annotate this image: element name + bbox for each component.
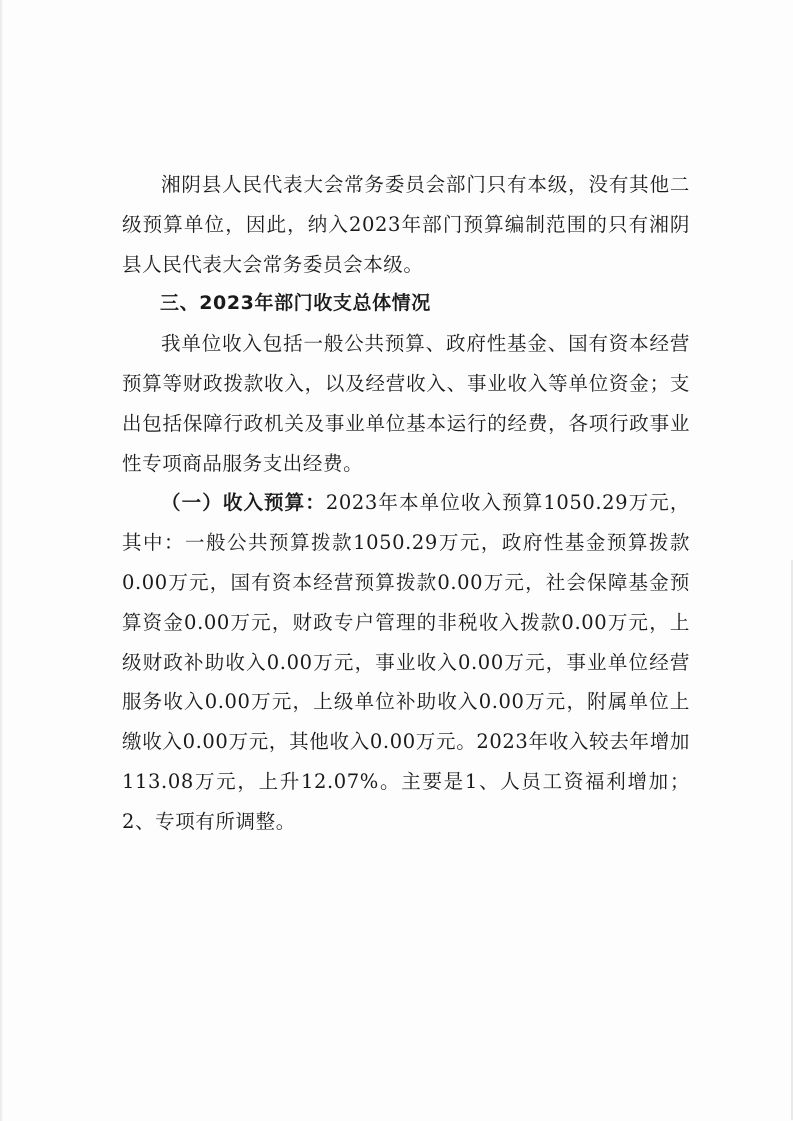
section-heading-income-expenditure: 三、2023年部门收支总体情况 (160, 292, 431, 315)
income-budget-text: 2023年本单位收入预算1050.29万元，其中：一般公共预算拨款1050.29万元，政府性基金预算拨款0.00万元，国有资本经营预算拨款0.00万元，社会保障基金预算资金0.00万元，财政专户管理的非税收入拨款0.00万元，上级财政补助收入0.00万元，事业收入0.00万元，事业单位经营服务收入0.00万元，上级单位补助收入0.00万元，附属单位上缴收入0.00万元，其他收入0.00万元。2023年收入较去年增加113.08万元，上升12.07%。主要是1、人员工资福利增加；2、专项有所调整。 (122, 491, 690, 833)
document-body (122, 165, 690, 842)
paragraph-overview: 我单位收入包括一般公共预算、政府性基金、国有资本经营预算等财政拨款收入，以及经营收入、事业收入等单位资金；支出包括保障行政机关及事业单位基本运行的经费，各项行政事业性专项商品服务支出经费。 (122, 332, 690, 475)
paragraph-income-budget (122, 483, 690, 841)
scan-edge-left (0, 0, 3, 1121)
income-budget-lead: （一）收入预算： (161, 491, 326, 515)
paragraph-scope: 湘阴县人民代表大会常务委员会部门只有本级，没有其他二级预算单位，因此，纳入2023年部门预算编制范围的只有湘阴县人民代表大会常务委员会本级。 (122, 173, 690, 276)
